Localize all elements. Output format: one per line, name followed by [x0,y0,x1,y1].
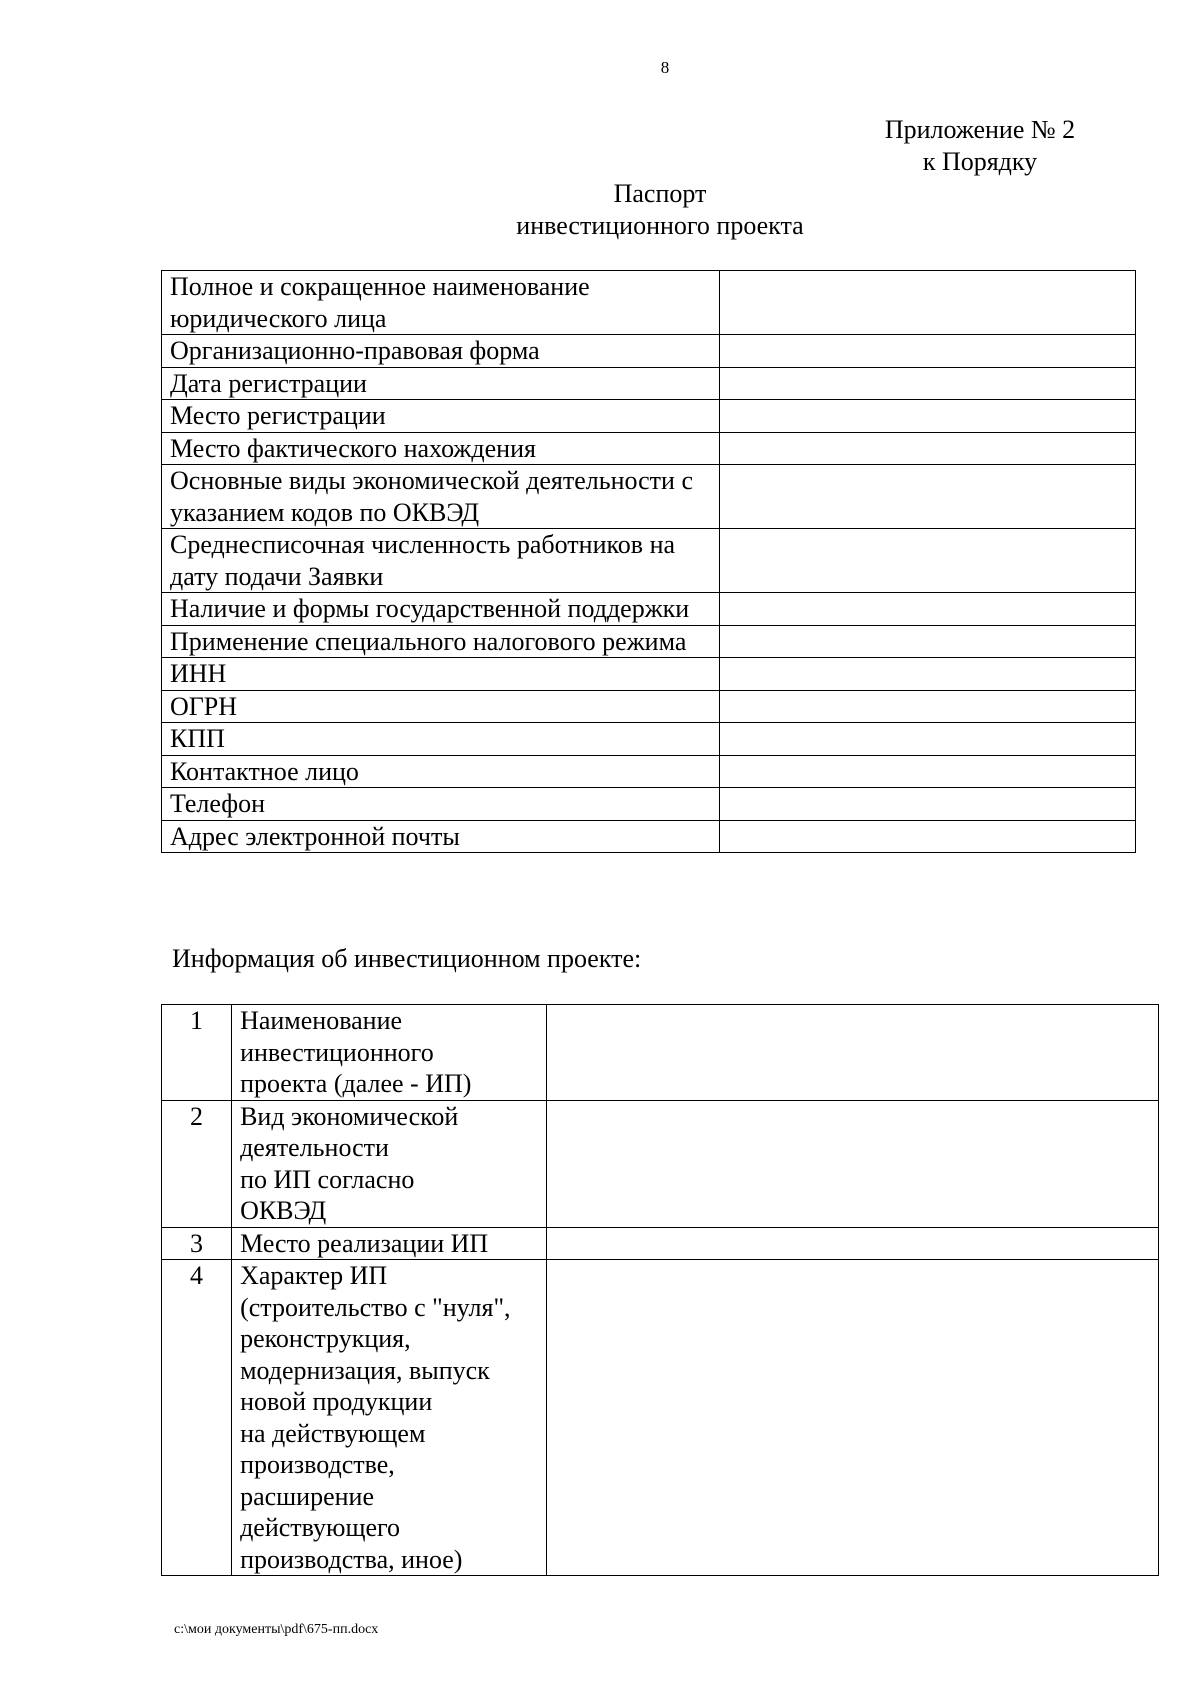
page-number: 8 [660,58,670,77]
row-number: 1 [162,1005,232,1101]
row-label-line: по ИП согласно [240,1164,415,1194]
row-number: 2 [162,1100,232,1227]
document-title-line-2: инвестиционного проекта [516,211,804,240]
row-value [720,723,1136,756]
footer-file-path: c:\мои документы\pdf\675-пп.docx [174,1622,379,1637]
appendix-line-2: к Порядку [922,147,1038,176]
document-title [440,178,880,242]
table-row [162,625,1136,658]
table-row [162,465,1136,529]
row-value [720,788,1136,821]
appendix-reference [870,114,1090,178]
row-label: ОГРН [162,690,720,723]
row-label-line: новой продукции [240,1387,433,1416]
table-row [162,1005,1159,1101]
row-label: КПП [162,723,720,756]
row-number: 4 [162,1260,232,1576]
row-value [720,658,1136,691]
table-row [162,432,1136,465]
row-value [547,1227,1159,1260]
row-value [720,465,1136,529]
row-value [720,625,1136,658]
row-label: Дата регистрации [162,367,720,400]
table-row [162,658,1136,691]
row-label: ИНН [162,658,720,691]
row-label-line: действующего [240,1513,401,1542]
table-row [162,367,1136,400]
row-label: Среднесписочная численность работников на дату подачи Заявки [162,529,720,593]
row-value [547,1005,1159,1101]
table-row [162,788,1136,821]
row-value [720,367,1136,400]
legal-entity-table [161,270,1136,853]
table-row [162,820,1136,853]
row-value [547,1100,1159,1227]
row-label-line: Наименование [240,1006,403,1035]
table-row [162,1260,1159,1576]
row-label: Телефон [162,788,720,821]
row-label [232,1100,547,1227]
row-label-line: модернизация, выпуск [240,1355,490,1385]
row-value [720,432,1136,465]
row-label: Наличие и формы государственной поддержки [162,593,720,626]
row-label: Организационно-правовая форма [162,335,720,368]
row-label: Место регистрации [162,400,720,433]
row-label-line: инвестиционного [240,1037,434,1067]
table-row [162,690,1136,723]
row-label [232,1227,547,1260]
table-row [162,271,1136,335]
row-label-line: деятельности [240,1133,389,1162]
row-value [720,820,1136,853]
row-value [720,400,1136,433]
project-section-heading: Информация об инвестиционном проекте: [172,944,642,973]
row-label-line: Характер ИП [240,1261,388,1290]
row-label: Контактное лицо [162,755,720,788]
row-label: Адрес электронной почты [162,820,720,853]
row-label-line: (строительство с "нуля", [240,1292,511,1322]
table-row [162,1227,1159,1260]
row-value [720,335,1136,368]
row-label-line: расширение [240,1481,374,1511]
row-value [720,529,1136,593]
row-label: Основные виды экономической деятельности с указанием кодов по ОКВЭД [162,465,720,529]
appendix-line-1: Приложение № 2 [884,115,1076,144]
row-label-line: Вид экономической [240,1101,459,1131]
row-label-line: реконструкция, [240,1324,411,1353]
row-number: 3 [162,1227,232,1260]
row-label-line: Место реализации ИП [240,1228,489,1258]
row-label [232,1260,547,1576]
row-label: Место фактического нахождения [162,432,720,465]
row-value [547,1260,1159,1576]
row-label: Применение специального налогового режима [162,625,720,658]
table-row [162,335,1136,368]
row-label-line: проекта (далее - ИП) [240,1069,472,1098]
table-row [162,400,1136,433]
row-value [720,271,1136,335]
row-label-line: на действующем [240,1418,426,1448]
table-row [162,723,1136,756]
row-label-line: производстве, [240,1450,395,1479]
row-value [720,593,1136,626]
row-label-line: производства, иное) [240,1544,463,1574]
row-value [720,755,1136,788]
row-label: Полное и сокращенное наименование юридического лица [162,271,720,335]
project-info-table [161,1004,1159,1576]
table-row [162,593,1136,626]
row-label-line: ОКВЭД [240,1196,327,1225]
row-label [232,1005,547,1101]
table-row [162,529,1136,593]
row-value [720,690,1136,723]
table-row [162,1100,1159,1227]
table-row [162,755,1136,788]
document-title-line-1: Паспорт [613,179,707,208]
